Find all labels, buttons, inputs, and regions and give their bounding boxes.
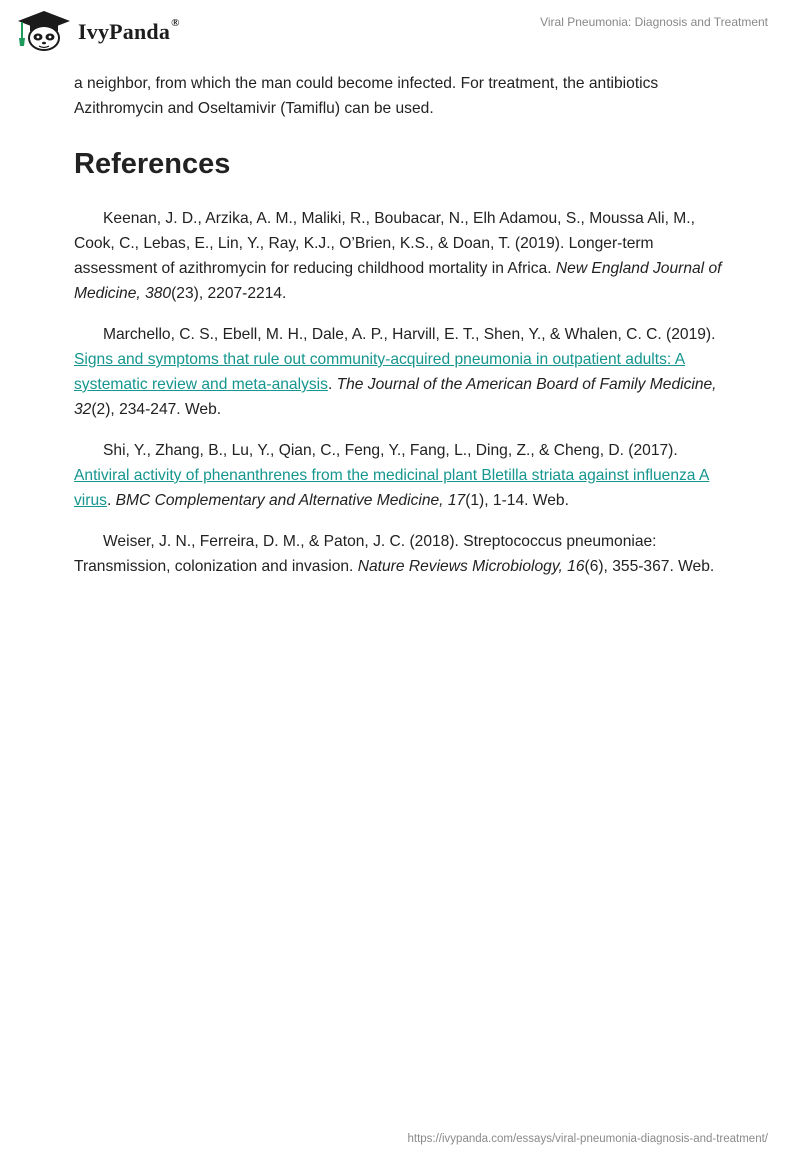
reference-item (74, 206, 724, 306)
registered-mark: ® (171, 17, 180, 29)
ivypanda-logo[interactable] (16, 8, 180, 52)
logo-wordmark: IvyPanda® (78, 17, 180, 44)
reference-details: (23), 2207-2214. (171, 285, 287, 302)
document-title: Viral Pneumonia: Diagnosis and Treatment (540, 15, 768, 29)
reference-details: (6), 355-367. Web. (584, 558, 715, 575)
reference-item (74, 322, 724, 422)
references-heading: References (74, 148, 231, 180)
reference-separator: . (106, 492, 116, 509)
footer-url[interactable]: https://ivypanda.com/essays/viral-pneumonia-diagnosis-and-treatment/ (407, 1133, 768, 1145)
reference-journal: The Journal of the American Board of Family Medicine, 32 (74, 376, 717, 418)
reference-authors-title: Weiser, J. N., Ferreira, D. M., & Paton, J. C. (2018). Streptococcus pneumoniae: Transmission, colonization and invasion. (74, 533, 657, 575)
reference-authors-title: Keenan, J. D., Arzika, A. M., Maliki, R., Boubacar, N., Elh Adamou, S., Moussa Ali, M., Cook, C., Lebas, E., Lin, Y., Ray, K.J., O’Brien, K.S., & Doan, T. (2019). Longer-term assessment of azithromycin for reducing childhood mortality in Africa. (74, 210, 695, 277)
reference-details: (1), 1-14. Web. (465, 492, 569, 509)
panda-graduation-cap-icon (16, 8, 72, 52)
reference-authors: Marchello, C. S., Ebell, M. H., Dale, A. P., Harvill, E. T., Shen, Y., & Whalen, C. C. (2019). (103, 326, 716, 343)
reference-item (74, 529, 724, 579)
reference-item (74, 438, 724, 513)
reference-link[interactable]: Antiviral activity of phenanthrenes from the medicinal plant Bletilla striata against influenza A virus (74, 467, 710, 509)
intro-paragraph: a neighbor, from which the man could become infected. For treatment, the antibiotics Azithromycin and Oseltamivir (Tamiflu) can be used. (74, 75, 659, 117)
reference-authors: Shi, Y., Zhang, B., Lu, Y., Qian, C., Feng, Y., Fang, L., Ding, Z., & Cheng, D. (2017). (103, 442, 678, 459)
reference-separator: . (327, 376, 337, 393)
reference-journal: BMC Complementary and Alternative Medicine, 17 (115, 492, 466, 509)
page-header (0, 0, 800, 70)
reference-details: (2), 234-247. Web. (91, 401, 222, 418)
reference-link[interactable]: Signs and symptoms that rule out community-acquired pneumonia in outpatient adults: A systematic review and meta-analysis (74, 351, 686, 393)
document-body (74, 71, 724, 579)
reference-journal: Nature Reviews Microbiology, 16 (357, 558, 585, 575)
reference-journal: New England Journal of Medicine, 380 (74, 260, 722, 302)
